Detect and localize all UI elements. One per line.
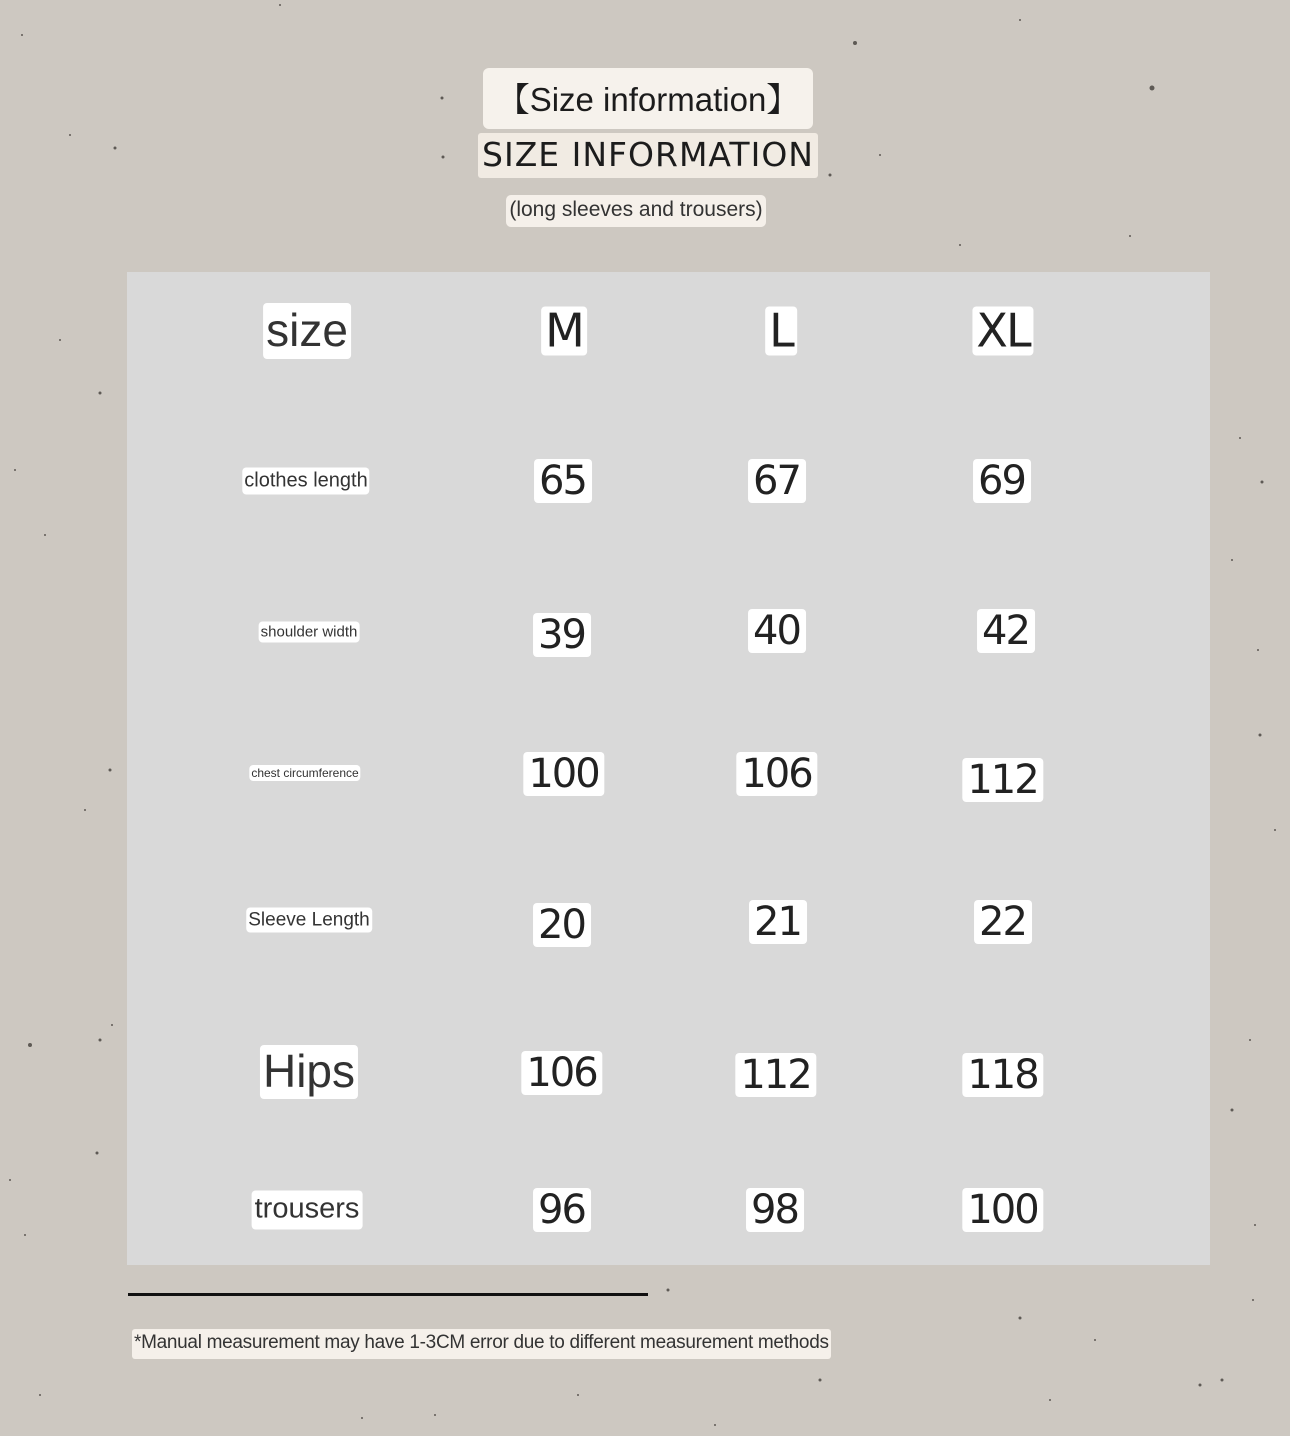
- table-cell: 69: [973, 459, 1031, 503]
- table-cell: 112: [735, 1053, 816, 1097]
- page-caption: (long sleeves and trousers): [506, 195, 765, 227]
- row-label-hips: Hips: [260, 1045, 358, 1099]
- title-row: [0, 68, 1290, 129]
- page-subtitle: SIZE INFORMATION: [478, 133, 818, 178]
- table-cell: 40: [748, 609, 806, 653]
- size-table: [127, 272, 1210, 1265]
- size-header: size: [263, 303, 351, 359]
- table-cell: 98: [746, 1188, 804, 1232]
- row-label-trousers: trousers: [252, 1191, 363, 1230]
- table-cell: 106: [521, 1051, 602, 1095]
- table-cell: 42: [977, 609, 1035, 653]
- table-cell: 118: [962, 1053, 1043, 1097]
- table-cell: 67: [748, 459, 806, 503]
- table-cell: 106: [736, 752, 817, 796]
- page-title: 【Size information】: [483, 68, 814, 129]
- divider-line: [128, 1293, 648, 1296]
- column-header-l: L: [765, 307, 797, 356]
- table-cell: 22: [974, 900, 1032, 944]
- table-cell: 112: [962, 758, 1043, 802]
- table-cell: 100: [962, 1188, 1043, 1232]
- subtitle-row: [0, 133, 1290, 178]
- table-cell: 65: [534, 459, 592, 503]
- column-header-m: M: [541, 307, 587, 356]
- table-cell: 39: [533, 613, 591, 657]
- measurement-note: *Manual measurement may have 1-3CM error due to different measurement methods: [132, 1329, 831, 1359]
- row-label-shoulder-width: shoulder width: [260, 623, 358, 641]
- column-header-xl: XL: [972, 307, 1033, 356]
- row-label-clothes-length: clothes length: [242, 468, 369, 495]
- row-label-sleeve-length: Sleeve Length: [248, 909, 370, 931]
- table-cell: 96: [533, 1188, 591, 1232]
- table-cell: 100: [523, 752, 604, 796]
- table-cell: 20: [533, 903, 591, 947]
- table-cell: 21: [749, 900, 807, 944]
- caption-row: [0, 195, 1290, 227]
- row-label-chest-circumference: chest circumference: [251, 766, 359, 780]
